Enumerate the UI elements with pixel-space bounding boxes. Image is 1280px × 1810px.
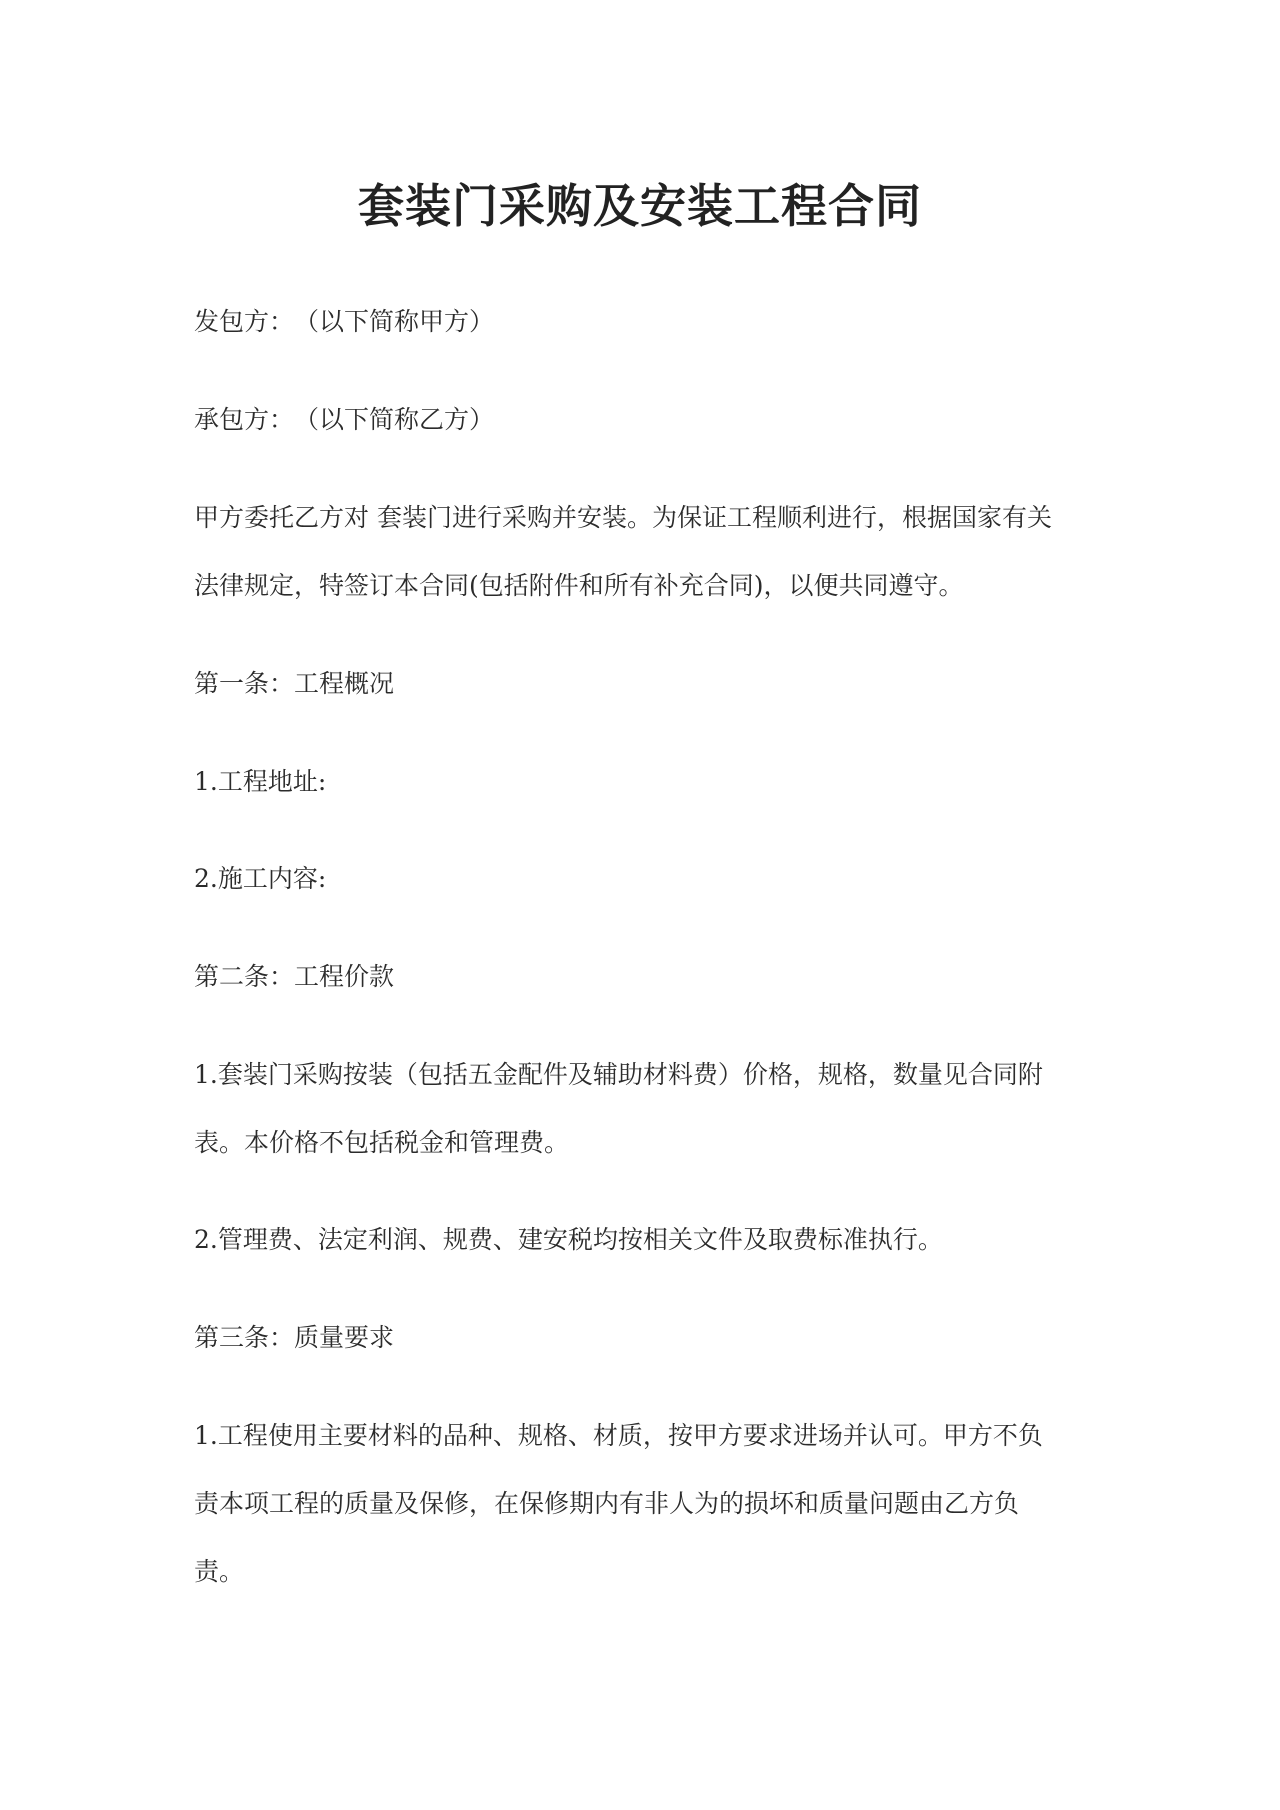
article2-heading: 第二条：工程价款 <box>194 962 395 991</box>
document-title: 套装门采购及安装工程合同 <box>358 179 922 233</box>
article3-heading: 第三条：质量要求 <box>194 1323 395 1352</box>
party-b-line: 承包方： （以下简称乙方） <box>194 405 495 434</box>
article3-item1-line-3: 责。 <box>194 1557 245 1586</box>
intro-paragraph <box>194 484 1094 620</box>
article3-item1 <box>194 1402 1094 1606</box>
article2-item1-line-2: 表。本价格不包括税金和管理费。 <box>194 1128 570 1157</box>
intro-line-2: 法律规定，特签订本合同(包括附件和所有补充合同)，以便共同遵守。 <box>194 571 964 600</box>
article2-item1-line-1: 1.套装门采购按装（包括五金配件及辅助材料费）价格，规格，数量见合同附 <box>194 1060 1043 1089</box>
article1-heading: 第一条：工程概况 <box>194 669 395 698</box>
article2-item1 <box>194 1041 1094 1177</box>
article1-item2: 2.施工内容: <box>194 864 327 893</box>
article2-item2: 2.管理费、法定利润、规费、建安税均按相关文件及取费标准执行。 <box>194 1225 943 1254</box>
party-a-line: 发包方： （以下简称甲方） <box>194 307 495 336</box>
intro-line-1: 甲方委托乙方对 套装门进行采购并安装。为保证工程顺利进行，根据国家有关 <box>194 503 1052 532</box>
article3-item1-line-2: 责本项工程的质量及保修，在保修期内有非人为的损坏和质量问题由乙方负 <box>194 1489 1020 1518</box>
article1-item1: 1.工程地址: <box>194 767 327 796</box>
article3-item1-line-1: 1.工程使用主要材料的品种、规格、材质，按甲方要求进场并认可。甲方不负 <box>194 1421 1043 1450</box>
